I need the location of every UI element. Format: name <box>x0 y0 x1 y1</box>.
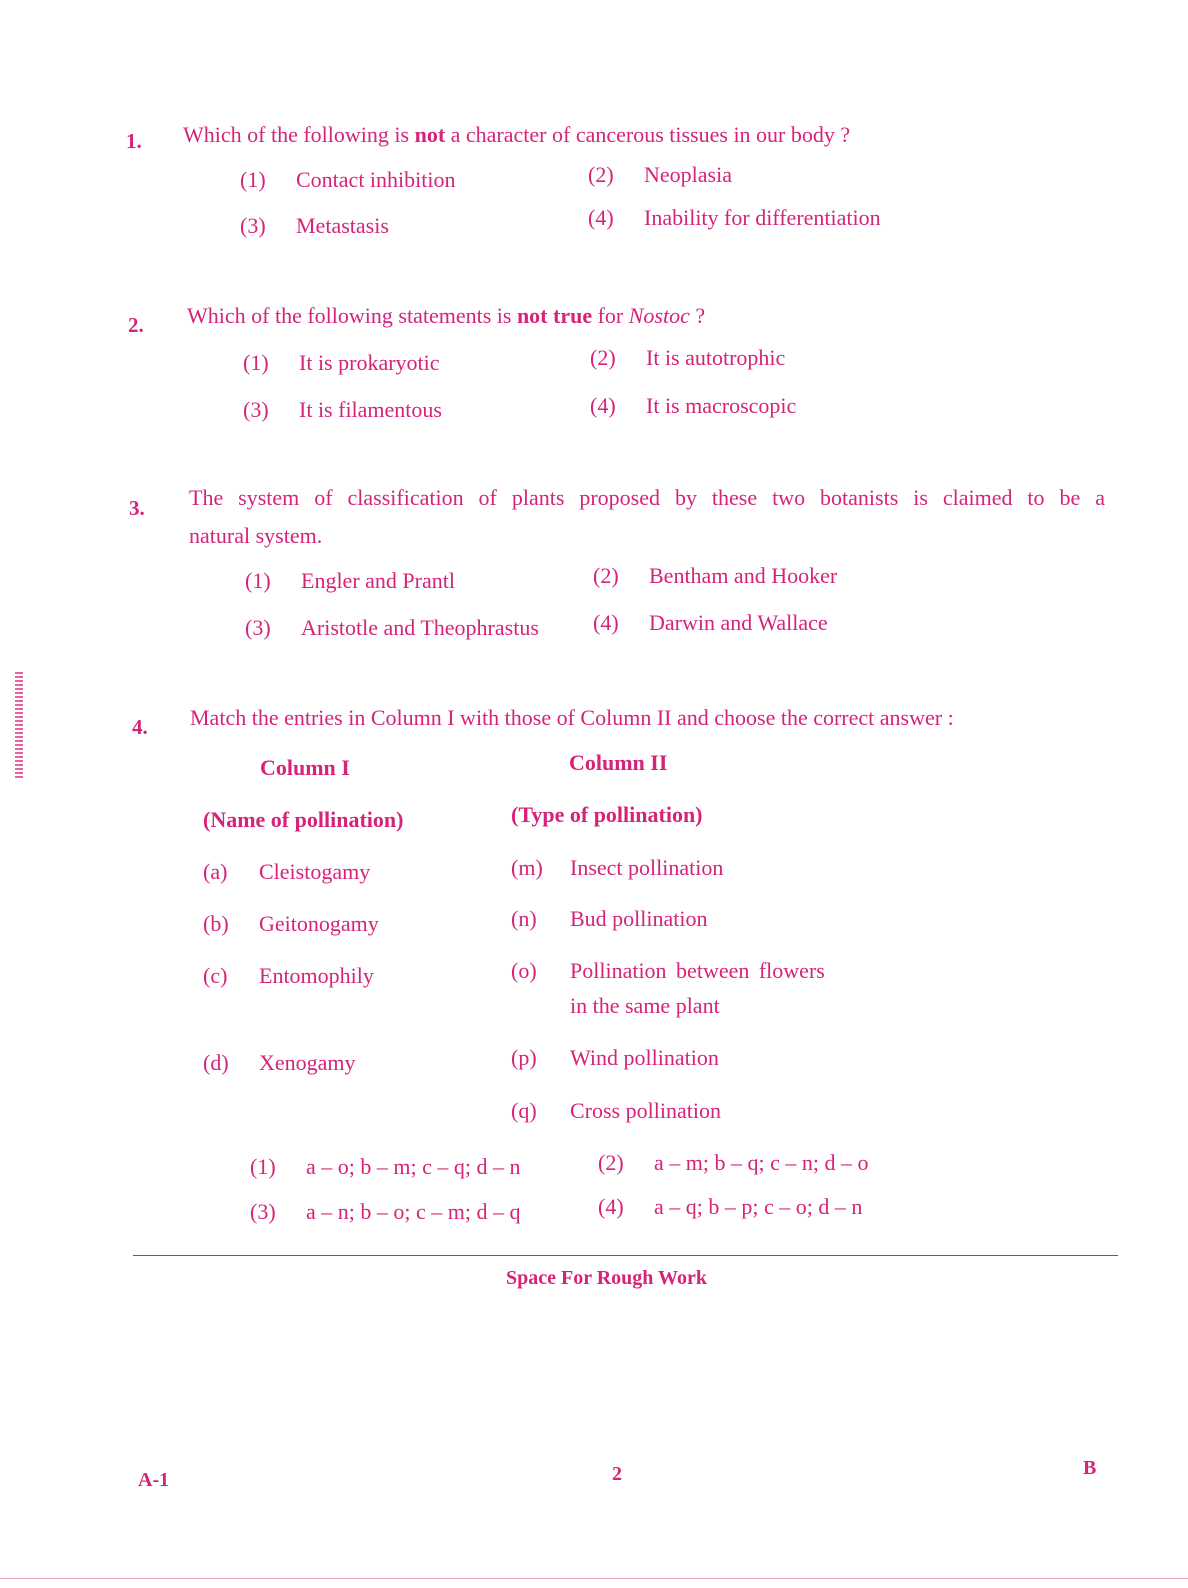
bottom-edge-line <box>0 1578 1188 1579</box>
column-2-item-o-line-2: in the same plant <box>570 993 720 1018</box>
option-1: (1) It is prokaryotic <box>243 350 440 375</box>
option-1: (1) Contact inhibition <box>240 167 456 192</box>
option-1: (1) a – o; b – m; c – q; d – n <box>250 1154 521 1179</box>
option-3: (3) Aristotle and Theophrastus <box>245 615 539 640</box>
divider-line <box>133 1255 1118 1256</box>
column-1-item-b: (b) Geitonogamy <box>203 911 379 936</box>
column-1-item-c: (c) Entomophily <box>203 963 374 988</box>
column-2-item-o: (o) Pollination between flowers <box>511 958 825 983</box>
column-1-title: Column I <box>260 755 350 780</box>
column-2-title: Column II <box>569 750 668 775</box>
question-text: Which of the following is not a character of cancerous tissues in our body ? <box>183 122 851 147</box>
column-1-item-a: (a) Cleistogamy <box>203 859 371 884</box>
scan-edge-mark <box>15 672 23 780</box>
column-1-subtitle: (Name of pollination) <box>203 807 404 832</box>
option-3: (3) It is filamentous <box>243 397 442 422</box>
rough-work-label: Space For Rough Work <box>506 1267 707 1289</box>
column-2-item-m: (m) Insect pollination <box>511 855 724 880</box>
option-2: (2) Bentham and Hooker <box>593 563 838 588</box>
option-2: (2) Neoplasia <box>588 162 732 187</box>
option-3: (3) a – n; b – o; c – m; d – q <box>250 1199 521 1224</box>
option-4: (4) Darwin and Wallace <box>593 610 828 635</box>
page-number: 2 <box>612 1463 622 1485</box>
option-4: (4) It is macroscopic <box>590 393 797 418</box>
option-4: (4) a – q; b – p; c – o; d – n <box>598 1194 863 1219</box>
column-1-item-d: (d) Xenogamy <box>203 1050 356 1075</box>
question-text-line-1: The system of classification of plants proposed by these two botanists is claimed to be a <box>189 485 1105 510</box>
column-2-subtitle: (Type of pollination) <box>511 802 703 827</box>
question-number: 2. <box>128 313 144 337</box>
option-2: (2) It is autotrophic <box>590 345 786 370</box>
question-text: Which of the following statements is not true for Nostoc ? <box>187 303 706 328</box>
column-2-item-p: (p) Wind pollination <box>511 1045 719 1070</box>
option-3: (3) Metastasis <box>240 213 389 238</box>
question-number: 4. <box>132 715 148 739</box>
series-letter: B <box>1083 1457 1097 1479</box>
option-4: (4) Inability for differentiation <box>588 205 881 230</box>
option-1: (1) Engler and Prantl <box>245 568 455 593</box>
option-2: (2) a – m; b – q; c – n; d – o <box>598 1150 869 1175</box>
column-2-item-n: (n) Bud pollination <box>511 906 708 931</box>
question-text: Match the entries in Column I with those of Column II and choose the correct answer : <box>190 705 954 730</box>
question-text-line-2: natural system. <box>189 523 323 548</box>
question-number: 1. <box>126 129 142 153</box>
question-number: 3. <box>129 496 145 520</box>
column-2-item-q: (q) Cross pollination <box>511 1098 721 1123</box>
paper-code: A-1 <box>138 1469 170 1491</box>
